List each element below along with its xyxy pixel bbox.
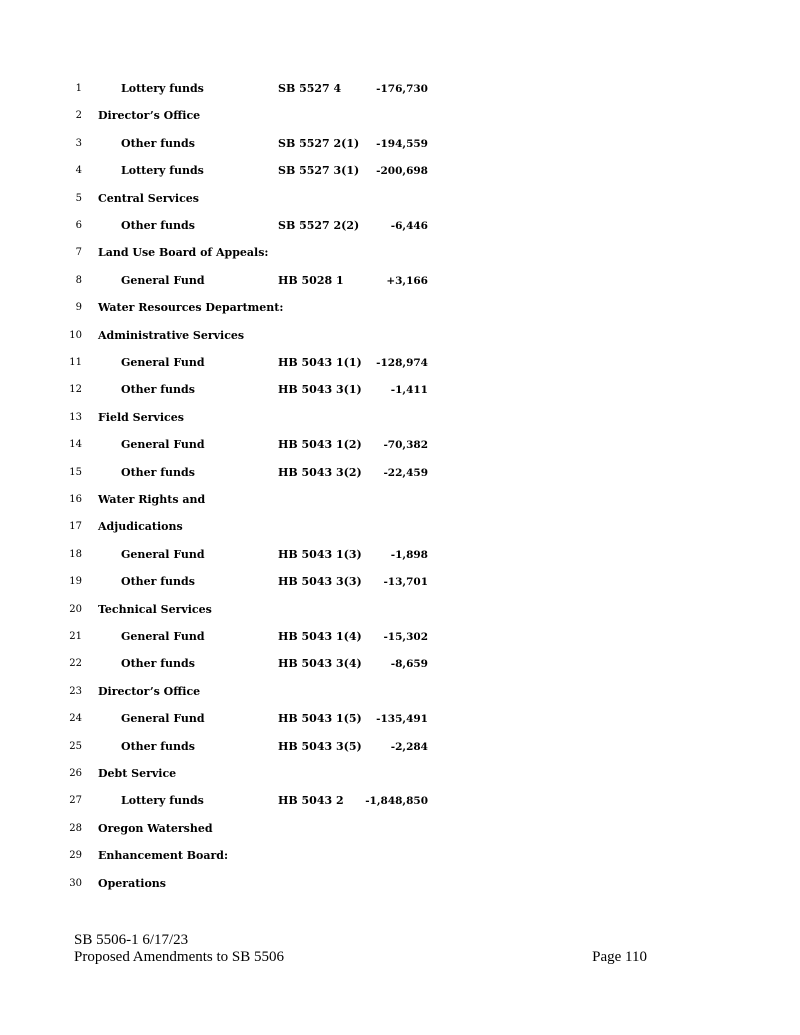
line-number: 1 (75, 83, 82, 94)
document-line (0, 519, 800, 535)
line-label: Field Services (98, 410, 184, 424)
bill-reference: SB 5527 3(1) (278, 164, 360, 178)
document-line (0, 465, 800, 481)
line-label: Water Rights and (98, 493, 206, 506)
line-label: Lottery funds (121, 164, 204, 178)
line-number: 27 (69, 795, 82, 807)
line-label: Debt Service (98, 767, 177, 780)
line-label: Other funds (121, 383, 195, 397)
line-number: 3 (75, 137, 82, 149)
line-label: Enhancement Board: (98, 849, 229, 863)
bill-reference: HB 5043 1(1) (278, 356, 362, 369)
amount-value: +3,166 (386, 274, 428, 287)
line-number: 7 (75, 247, 82, 259)
line-label: Director’s Office (98, 109, 201, 123)
document-line (0, 739, 800, 755)
line-number: 19 (69, 576, 82, 588)
line-label: General Fund (121, 547, 205, 561)
document-line (0, 656, 800, 672)
footer-title-row (74, 949, 654, 966)
line-number: 15 (69, 466, 82, 478)
footer-title: Proposed Amendments to SB 5506 (74, 949, 285, 965)
line-number: 21 (69, 631, 82, 642)
line-label: Water Resources Department: (98, 301, 284, 315)
line-label: General Fund (121, 438, 205, 452)
bill-reference: SB 5527 2(1) (278, 136, 360, 150)
amount-value: -200,698 (376, 165, 428, 178)
page-number: Page 110 (592, 949, 647, 965)
line-label: General Fund (121, 630, 205, 643)
amount-value: -1,898 (390, 548, 428, 561)
line-number: 14 (69, 439, 82, 451)
line-number: 12 (69, 384, 82, 396)
line-number: 4 (75, 165, 82, 177)
line-label: Other funds (121, 575, 195, 589)
page-footer (74, 932, 654, 966)
line-number: 5 (75, 192, 82, 204)
bill-reference: SB 5527 2(2) (278, 219, 360, 232)
line-number: 22 (69, 658, 82, 670)
bill-reference: HB 5043 3(5) (278, 739, 362, 753)
line-label: Other funds (121, 657, 195, 671)
document-line (0, 602, 800, 618)
line-number: 26 (69, 768, 82, 779)
amount-value: -1,848,850 (365, 795, 428, 808)
document-line (0, 163, 800, 179)
bill-reference: HB 5043 2 (278, 794, 344, 808)
line-number: 16 (69, 494, 82, 505)
document-line (0, 108, 800, 124)
bill-reference: HB 5043 3(1) (278, 383, 362, 397)
document-line (0, 355, 800, 371)
amount-value: -22,459 (383, 466, 428, 479)
line-number: 11 (69, 357, 82, 368)
line-number: 6 (75, 220, 82, 231)
line-label: General Fund (121, 356, 205, 369)
line-number: 10 (69, 329, 82, 341)
line-number: 24 (69, 713, 82, 725)
document-line (0, 437, 800, 453)
document-line (0, 684, 800, 700)
bill-reference: HB 5043 1(3) (278, 547, 362, 561)
amount-value: -194,559 (376, 137, 428, 150)
line-label: Other funds (121, 739, 195, 753)
amount-value: -1,411 (390, 384, 428, 397)
document-line (0, 328, 800, 344)
line-label: General Fund (121, 712, 205, 726)
document-line (0, 382, 800, 398)
line-label: Other funds (121, 465, 195, 479)
line-label: Lottery funds (121, 82, 204, 95)
bill-reference: HB 5043 3(3) (278, 575, 362, 589)
document-line (0, 821, 800, 837)
document-line (0, 547, 800, 563)
document-line (0, 136, 800, 152)
amount-value: -135,491 (376, 713, 428, 726)
line-number: 28 (69, 822, 82, 834)
bill-reference: HB 5043 3(2) (278, 465, 362, 479)
line-label: Lottery funds (121, 794, 204, 808)
amount-value: -176,730 (376, 83, 428, 95)
document-line (0, 793, 800, 809)
line-number: 2 (75, 110, 82, 122)
amount-value: -13,701 (383, 576, 428, 589)
document-line (0, 273, 800, 289)
bill-reference: HB 5043 3(4) (278, 657, 362, 671)
line-label: Central Services (98, 191, 199, 205)
line-number: 23 (69, 685, 82, 697)
line-label: Other funds (121, 219, 195, 232)
document-line (0, 492, 800, 508)
line-label: General Fund (121, 273, 205, 287)
amount-value: -70,382 (383, 439, 428, 452)
document-line (0, 574, 800, 590)
document-line (0, 81, 800, 97)
amount-value: -128,974 (376, 357, 428, 369)
line-label: Technical Services (98, 602, 212, 616)
document-line (0, 711, 800, 727)
document-line (0, 876, 800, 892)
line-number: 25 (69, 740, 82, 752)
bill-reference: HB 5028 1 (278, 273, 344, 287)
line-label: Operations (98, 876, 166, 890)
line-label: Land Use Board of Appeals: (98, 246, 269, 260)
line-number: 13 (69, 411, 82, 423)
document-line (0, 218, 800, 234)
document-line (0, 766, 800, 782)
bill-reference: HB 5043 1(4) (278, 630, 362, 643)
amount-value: -15,302 (383, 631, 428, 643)
line-number: 30 (69, 877, 82, 889)
line-label: Administrative Services (98, 328, 245, 342)
bill-reference: HB 5043 1(2) (278, 438, 362, 452)
amount-value: -2,284 (390, 740, 428, 753)
document-line (0, 410, 800, 426)
bill-reference: HB 5043 1(5) (278, 712, 362, 726)
document-line (0, 300, 800, 316)
amount-value: -8,659 (390, 658, 428, 671)
line-label: Adjudications (98, 520, 183, 534)
document-line (0, 629, 800, 645)
document-line (0, 191, 800, 207)
line-label: Director’s Office (98, 684, 201, 698)
line-number: 29 (69, 850, 82, 862)
line-number: 8 (75, 274, 82, 286)
line-label: Other funds (121, 136, 195, 150)
line-number: 9 (75, 302, 82, 314)
line-label: Oregon Watershed (98, 821, 213, 835)
amount-value: -6,446 (390, 220, 428, 232)
line-number: 18 (69, 548, 82, 560)
footer-bill-id: SB 5506-1 6/17/23 (74, 932, 189, 948)
line-number: 20 (69, 603, 82, 615)
document-line (0, 848, 800, 864)
bill-reference: SB 5527 4 (278, 82, 342, 95)
line-number: 17 (69, 521, 82, 533)
document-line (0, 245, 800, 261)
